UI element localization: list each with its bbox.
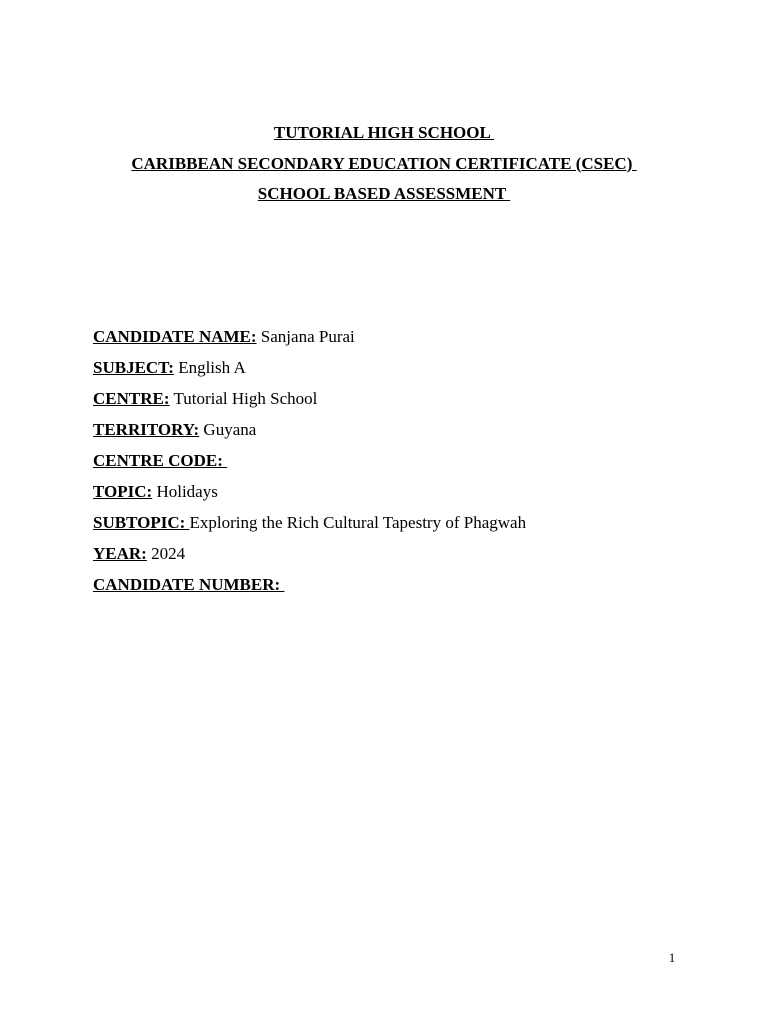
field-value: Exploring the Rich Cultural Tapestry of Phagwah (189, 513, 527, 532)
field-candidate-number (93, 569, 713, 600)
field-label: CANDIDATE NUMBER: (93, 575, 285, 594)
assessment-title: SCHOOL BASED ASSESSMENT (257, 184, 511, 203)
field-label: SUBJECT: (93, 358, 174, 377)
field-label: CENTRE CODE: (93, 451, 228, 470)
field-label: CANDIDATE NAME: (93, 327, 257, 346)
field-centre-code (93, 445, 713, 476)
field-value: English A (173, 358, 246, 377)
field-centre (93, 383, 713, 414)
field-label: TOPIC: (93, 482, 153, 501)
field-subtopic (93, 507, 713, 538)
field-candidate-name (93, 321, 713, 352)
page-number: 1 (668, 950, 676, 965)
field-subject (93, 352, 713, 383)
field-value: Sanjana Purai (256, 327, 355, 346)
field-year (93, 538, 713, 569)
field-label: CENTRE: (93, 389, 170, 408)
field-value: Guyana (199, 420, 257, 439)
title-block (0, 118, 768, 210)
field-value: 2024 (146, 544, 186, 563)
field-value: Tutorial High School (169, 389, 318, 408)
field-label: TERRITORY: (93, 420, 200, 439)
field-label: YEAR: (93, 544, 147, 563)
field-territory (93, 414, 713, 445)
candidate-details (93, 321, 713, 600)
school-title: TUTORIAL HIGH SCHOOL (273, 123, 495, 142)
field-value: Holidays (152, 482, 218, 501)
certificate-title: CARIBBEAN SECONDARY EDUCATION CERTIFICATE (CSEC) (131, 153, 637, 173)
field-label: SUBTOPIC: (93, 513, 190, 532)
field-topic (93, 476, 713, 507)
